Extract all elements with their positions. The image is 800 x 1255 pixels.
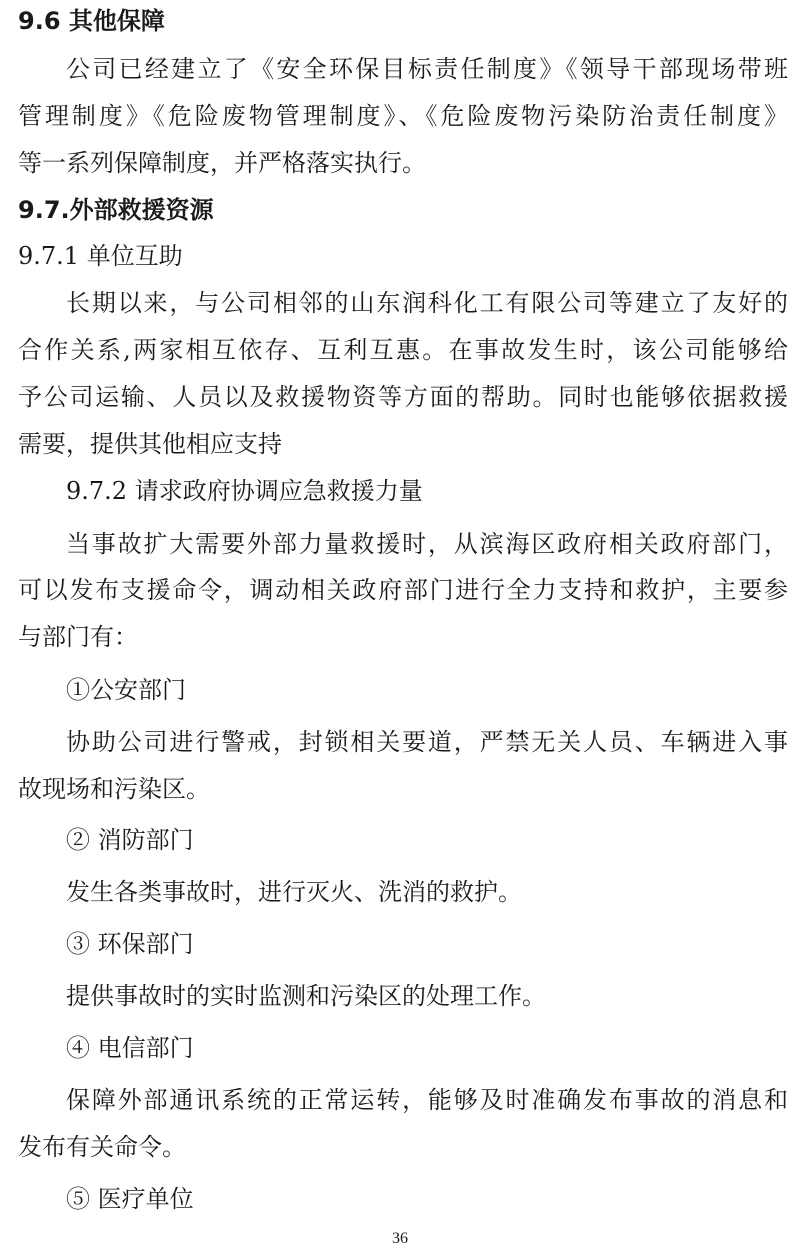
paragraph-line: 公司已经建立了《安全环保目标责任制度》《领导干部现场带班 — [66, 55, 788, 83]
subsection-heading-9-7-1: 9.7.1 单位互助 — [18, 242, 183, 270]
paragraph-line: 与部门有： — [18, 623, 138, 651]
list-item-label-police: ①公安部门 — [66, 676, 186, 704]
list-item-label-fire: ② 消防部门 — [66, 826, 194, 854]
section-heading-9-6: 9.6 其他保障 — [18, 7, 165, 35]
paragraph-line: 予公司运输、人员以及救援物资等方面的帮助。同时也能够依据救援 — [18, 383, 788, 411]
page-number: 36 — [392, 1230, 408, 1247]
paragraph-line: 等一系列保障制度，并严格落实执行。 — [18, 149, 426, 177]
list-item-desc-line: 发生各类事故时，进行灭火、洗消的救护。 — [66, 878, 522, 906]
list-item-desc-line: 保障外部通讯系统的正常运转，能够及时准确发布事故的消息和 — [66, 1086, 788, 1114]
paragraph-line: 管理制度》《危险废物管理制度》、《危险废物污染防治责任制度》 — [18, 102, 788, 130]
list-item-desc-line: 故现场和污染区。 — [18, 775, 210, 803]
list-item-label-telecom: ④ 电信部门 — [66, 1034, 194, 1062]
subsection-heading-9-7-2: 9.7.2 请求政府协调应急救援力量 — [66, 477, 423, 505]
list-item-desc-line: 发布有关命令。 — [18, 1133, 186, 1161]
list-item-desc-line: 协助公司进行警戒，封锁相关要道，严禁无关人员、车辆进入事 — [66, 728, 788, 756]
paragraph-line: 长期以来，与公司相邻的山东润科化工有限公司等建立了友好的 — [66, 289, 788, 317]
paragraph-line: 当事故扩大需要外部力量救援时，从滨海区政府相关政府部门， — [66, 530, 788, 558]
section-heading-9-7: 9.7.外部救援资源 — [18, 196, 214, 224]
paragraph-line: 可以发布支援命令，调动相关政府部门进行全力支持和救护，主要参 — [18, 576, 788, 604]
list-item-desc-line: 提供事故时的实时监测和污染区的处理工作。 — [66, 982, 546, 1010]
paragraph-line: 需要，提供其他相应支持 — [18, 430, 282, 458]
list-item-label-environment: ③ 环保部门 — [66, 930, 194, 958]
list-item-label-medical: ⑤ 医疗单位 — [66, 1185, 194, 1213]
paragraph-line: 合作关系,两家相互依存、互利互惠。在事故发生时，该公司能够给 — [18, 336, 788, 364]
